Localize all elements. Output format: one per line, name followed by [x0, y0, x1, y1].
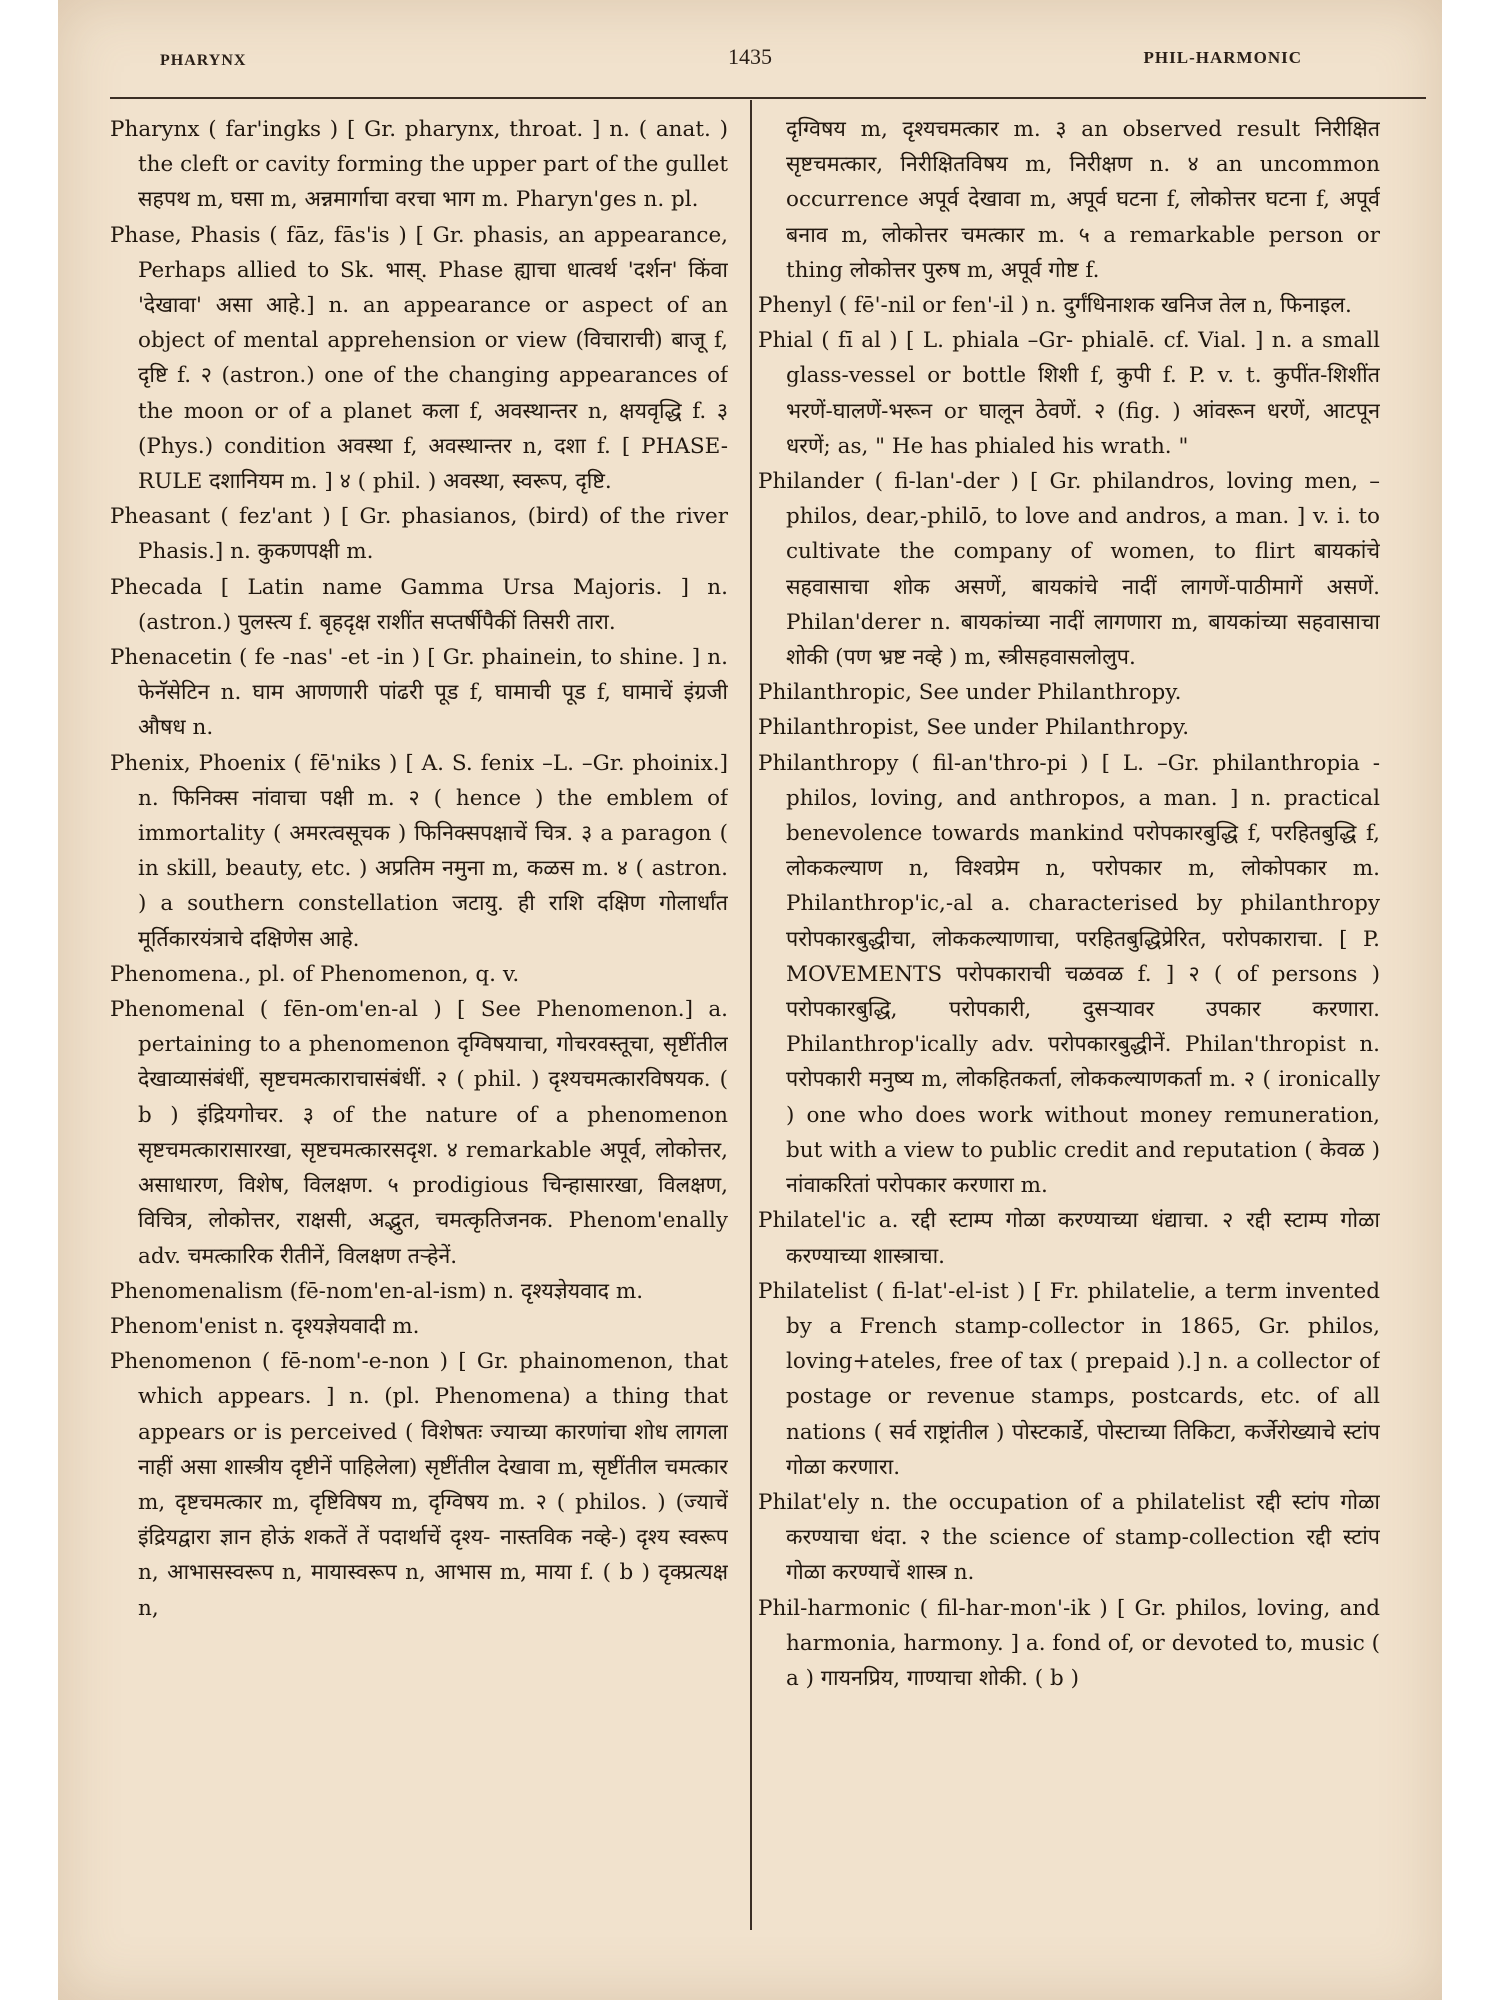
entry-phase: Phase, Phasis ( fāz, fās'is ) [ Gr. phasis, an appearance, Perhaps allied to Sk. भास्. Phase ह्याचा धात्वर्थ 'दर्शन' किंवा 'देखावा' असा आहे.] n. an appearance or aspect of an object of mental apprehension or view (विचाराची) बाजू f, दृष्टि f. २ (astron.) one of the changing appearances of the moon or of a planet कला f, अवस्थान्तर n, क्षयवृद्धि f. ३ (Phys.) condition अवस्था f, अवस्थान्तर n, दशा f. [ PHASE-RULE दशानियम m. ] ४ ( phil. ) अवस्था, स्वरूप, दृष्टि.	[110, 222, 728, 495]
entry-phenomenalism: Phenomenalism (fē-nom'en-al-ism) n. दृश्यज्ञेयवाद m.	[110, 1278, 644, 1304]
entry-phenomenal: Phenomenal ( fēn-om'en-al ) [ See Phenomenon.] a. pertaining to a phenomenon दृग्विषयाचा, गोचरवस्तूचा, सृष्टींतील देखाव्यासंबंधीं, सृष्टचमत्काराचासंबंधीं. २ ( phil. ) दृश्यचमत्कारविषयक. ( b ) इंद्रियगोचर. ३ of the nature of a phenomenon सृष्टचमत्कारासारखा, सृष्टचमत्कारसदृश. ४ remarkable अपूर्व, लोकोत्तर, असाधारण, विशेष, विलक्षण. ५ prodigious चिन्हासारखा, विलक्षण, विचित्र, लोकोत्तर, राक्षसी, अद्भुत, चमत्कृतिजनक. Phenom'enally adv. चमत्कारिक रीतीनें, विलक्षण तऱ्हेनें.	[110, 997, 728, 1269]
dictionary-page	[58, 0, 1442, 2000]
entry-phenacetin: Phenacetin ( fe -nas' -et -in ) [ Gr. phainein, to shine. ] n. फेनॅसेटिन n. घाम आणणारी पांढरी पूड f, घामाची पूड f, घामाचें इंग्रजी औषध n.	[110, 645, 728, 741]
entry-philately: Philat'ely n. the occupation of a philatelist रद्दी स्टांप गोळा करण्याचा धंदा. २ the science of stamp-collection रद्दी स्टांप गोळा करण्याचें शास्त्र n.	[758, 1489, 1380, 1586]
entry-phenomenon-continued: दृग्विषय m, दृश्यचमत्कार m. ३ an observed result निरीक्षित सृष्टचमत्कार, निरीक्षितविषय m, निरीक्षण n. ४ an uncommon occurrence अपूर्व देखावा m, अपूर्व घटना f, लोकोत्तर घटना f, अपूर्व बनाव m, लोकोत्तर चमत्कार m. ५ a remarkable person or thing लोकोत्तर पुरुष m, अपूर्व गोष्ट f.	[786, 117, 1380, 283]
entry-phenix: Phenix, Phoenix ( fē'niks ) [ A. S. fenix –L. –Gr. phoinix.] n. फिनिक्स नांवाचा पक्षी m. २ ( hence ) the emblem of immortality ( अमरत्वसूचक ) फिनिक्सपक्षाचें चित्र. ३ a paragon ( in skill, beauty, etc. ) अप्रतिम नमुना m, कळस m. ४ ( astron. ) a southern constellation जटायु. ही राशि दक्षिण गोलार्धांत मूर्तिकारयंत्राचे दक्षिणेस आहे.	[110, 750, 728, 952]
header-left-guide-word: PHARYNX	[160, 52, 247, 69]
entry-philanthropic: Philanthropic, See under Philanthropy.	[758, 680, 1182, 706]
entry-phial: Phial ( fī al ) [ L. phiala –Gr- phialē. cf. Vial. ] n. a small glass-vessel or bottle शिशी f, कुपी f. P. v. t. कुपींत-शिशींत भरणें-घालणें-भरून or घालून ठेवणें. २ (fig. ) आंवरून धरणें, आटपून धरणें; as, " He has phialed his wrath. "	[758, 328, 1380, 459]
entry-phecada: Phecada [ Latin name Gamma Ursa Majoris. ] n. (astron.) पुलस्त्य f. बृहदृक्ष राशींत सप्तर्षीपैकीं तिसरी तारा.	[110, 574, 728, 635]
entry-pheasant: Pheasant ( fez'ant ) [ Gr. phasianos, (bird) of the river Phasis.] n. कुकणपक्षी m.	[110, 504, 728, 565]
entry-phil-harmonic: Phil-harmonic ( fil-har-mon'-ik ) [ Gr. philos, loving, and harmonia, harmony. ] a. fond of, or devoted to, music ( a ) गायनप्रिय, गाण्याचा शोकी. ( b )	[758, 1595, 1380, 1691]
entry-phenomena: Phenomena., pl. of Phenomenon, q. v.	[110, 961, 520, 987]
running-head	[58, 44, 1442, 74]
header-right-guide-word: PHIL-HARMONIC	[1143, 48, 1302, 67]
left-column	[110, 112, 728, 1932]
header-rule	[110, 97, 1426, 99]
entry-philanthropist: Philanthropist, See under Philanthropy.	[758, 715, 1190, 741]
entry-philatelist: Philatelist ( fi-lat'-el-ist ) [ Fr. philatelie, a term invented by a French stamp-collector in 1865, Gr. philos, loving+ateles, free of tax ( prepaid ).] n. a collector of postage or revenue stamps, postcards, etc. of all nations ( सर्व राष्ट्रांतील ) पोस्टकार्डे, पोस्टाच्या तिकिटा, कर्जेरोख्याचे स्टांप गोळा करणारा.	[758, 1278, 1380, 1480]
entry-phenomenist: Phenom'enist n. दृश्यज्ञेयवादी m.	[110, 1313, 420, 1339]
entry-phenyl: Phenyl ( fē'-nil or fen'-il ) n. दुर्गंधिनाशक खनिज तेल n, फिनाइल.	[758, 293, 1352, 319]
entry-philander: Philander ( fi-lan'-der ) [ Gr. philandros, loving men, –philos, dear,-philō, to love and andros, a man. ] v. i. to cultivate the company of women, to flirt बायकांचे सहवासाचा शोक असणें, बायकांचे नादीं लागणें-पाठीमागें असणें. Philan'derer n. बायकांच्या नादीं लागणारा m, बायकांच्या सहवासाचा शोकी (पण भ्रष्ट नव्हे ) m, स्त्रीसहवासलोलुप.	[758, 469, 1380, 671]
right-column	[758, 112, 1380, 1932]
entry-phenomenon: Phenomenon ( fē-nom'-e-non ) [ Gr. phainomenon, that which appears. ] n. (pl. Phenomena) a thing that appears or is perceived ( विशेषतः ज्याच्या कारणांचा शोध लागला नाहीं असा शास्त्रीय दृष्टीनें पाहिलेला) सृष्टींतील देखावा m, सृष्टींतील चमत्कार m, दृष्टचमत्कार m, दृष्टिविषय m, दृग्विषय m. २ ( philos. ) (ज्याचें इंद्रियद्वारा ज्ञान होऊं शकतें तें पदार्थाचें दृश्य- नास्तविक नव्हे-) दृश्य स्वरूप n, आभासस्वरूप n, मायास्वरूप n, आभास m, माया f. ( b ) दृक्प्रत्यक्ष n,	[110, 1349, 728, 1621]
entry-philanthropy: Philanthropy ( fil-an'thro-pi ) [ L. –Gr. philanthropia -philos, loving, and anthropos, a man. ] n. practical benevolence towards mankind परोपकारबुद्धि f, परहितबुद्धि f, लोककल्याण n, विश्वप्रेम n, परोपकार m, लोकोपकार m. Philanthrop'ic,-al a. characterised by philanthropy परोपकारबुद्धीचा, लोककल्याणाचा, परहितबुद्धिप्रेरित, परोपकाराचा. [ P. MOVEMENTS परोपकाराची चळवळ f. ] २ ( of persons ) परोपकारबुद्धि, परोपकारी, दुसऱ्यावर उपकार करणारा. Philanthrop'ically adv. परोपकारबुद्धीनें. Philan'thropist n. परोपकारी मनुष्य m, लोकहितकर्ता, लोककल्याणकर्ता m. २ ( ironically ) one who does work without money remuneration, but with a view to public credit and reputation ( केवळ ) नांवाकरितां परोपकार करणारा m.	[758, 750, 1380, 1199]
page-number: 1435	[728, 44, 772, 69]
entry-philatelic: Philatel'ic a. रद्दी स्टाम्प गोळा करण्याच्या धंद्याचा. २ रद्दी स्टाम्प गोळा करण्याच्या शास्त्राचा.	[758, 1208, 1380, 1269]
entry-pharynx: Pharynx ( far'ingks ) [ Gr. pharynx, throat. ] n. ( anat. ) the cleft or cavity forming the upper part of the gullet सहपथ m, घसा m, अन्नमार्गाचा वरचा भाग m. Pharyn'ges n. pl.	[110, 117, 728, 213]
column-divider	[750, 100, 752, 1930]
